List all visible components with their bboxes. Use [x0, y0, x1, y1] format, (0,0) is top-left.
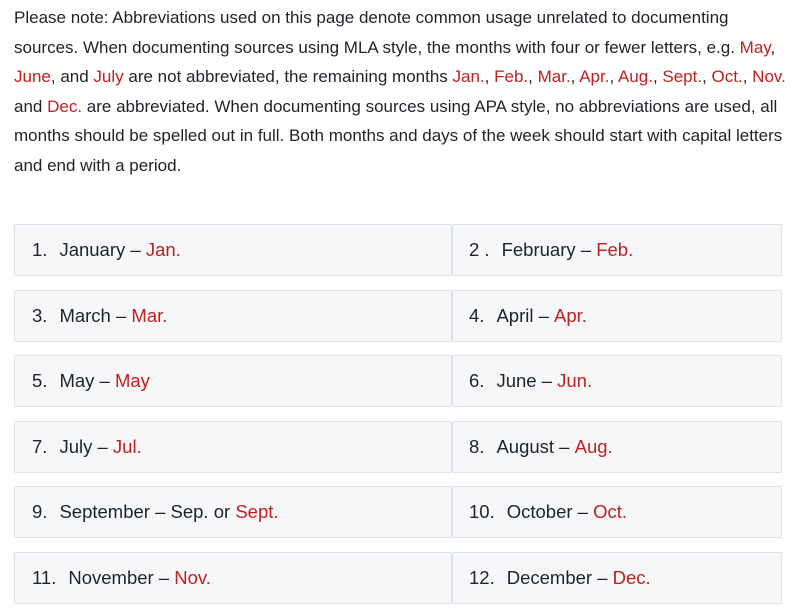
month-name: July — [59, 435, 93, 457]
month-abbreviation: Apr. — [554, 304, 587, 326]
abbr-apr: Apr. — [579, 67, 610, 87]
dash-separator: – — [153, 566, 175, 588]
table-row — [14, 224, 782, 278]
month-cell — [14, 486, 452, 538]
month-number: 4. — [469, 304, 485, 326]
month-cell — [452, 486, 782, 538]
month-abbreviation: Oct. — [593, 501, 628, 522]
month-cell — [14, 224, 452, 276]
dash-separator: – — [94, 370, 115, 391]
dash-separator: – — [125, 239, 146, 260]
month-number: 1. — [32, 239, 48, 260]
table-row — [14, 552, 782, 606]
abbr-june: June — [14, 67, 51, 87]
month-abbreviation: May — [114, 370, 150, 391]
month-cell — [452, 552, 782, 604]
month-abbreviation: Jun. — [557, 370, 593, 391]
month-cell — [452, 224, 782, 276]
month-abbreviation: Sept. — [235, 501, 279, 522]
dash-separator: – — [92, 435, 113, 457]
month-name: March — [59, 304, 111, 326]
table-row — [14, 421, 782, 475]
abbr-sept: Sept. — [662, 67, 703, 87]
abbr-may: May — [739, 37, 771, 57]
month-abbreviation: Feb. — [596, 239, 634, 260]
month-number: 3. — [32, 304, 48, 326]
abbr-mar: Mar. — [537, 67, 571, 87]
table-row — [14, 290, 782, 344]
month-abbreviation: Aug. — [574, 435, 613, 457]
dash-separator: – — [592, 566, 613, 588]
month-number: 6. — [469, 370, 485, 391]
month-cell — [14, 290, 452, 342]
abbr-oct: Oct. — [711, 67, 743, 87]
dash-separator: – — [536, 370, 558, 391]
month-abbreviation: Dec. — [612, 566, 651, 588]
month-name: May — [59, 370, 95, 391]
dash-separator: – — [554, 435, 575, 457]
month-cell — [14, 355, 452, 407]
table-row — [14, 355, 782, 409]
abbr-nov: Nov. — [752, 67, 786, 87]
month-number: 12. — [469, 566, 495, 588]
month-number: 7. — [32, 435, 48, 457]
abbreviation-alt: Sep. or — [170, 501, 236, 522]
dash-separator: – — [149, 501, 171, 522]
month-name: August — [496, 435, 555, 457]
month-cell — [14, 421, 452, 473]
abbr-aug: Aug. — [617, 67, 653, 87]
month-number: 9. — [32, 501, 48, 522]
month-abbreviation: Mar. — [131, 304, 168, 326]
month-name: January — [59, 239, 126, 260]
month-name: December — [506, 566, 593, 588]
month-cell — [452, 421, 782, 473]
month-name: June — [496, 370, 537, 391]
month-name: November — [68, 566, 154, 588]
dash-separator: – — [572, 501, 594, 522]
month-number: 2 . — [469, 239, 490, 260]
month-name: April — [496, 304, 534, 326]
dash-separator: – — [533, 304, 555, 326]
month-name: February — [501, 239, 576, 260]
abbr-feb: Feb. — [494, 67, 529, 87]
abbreviation-note: Please note: Abbreviations used on this page denote common usage unrelated to documenting sources. When documenting sources using MLA style, the months with four or fewer letters, e.g. May, June, and July are not abbreviated, the remaining months Jan., Feb., Mar., Apr., Aug., Sept., Oct., Nov. and Dec. are abbreviated. When documenting sources using APA style, no abbreviations are used, all months should be spelled out in full. Both months and days of the week should start with capital letters and end with a period. — [14, 8, 786, 175]
month-number: 10. — [469, 501, 495, 522]
month-name: September — [59, 501, 150, 522]
abbr-jan: Jan. — [452, 67, 485, 87]
month-abbreviation: Jul. — [112, 435, 142, 457]
abbr-dec: Dec. — [47, 96, 83, 116]
month-abbreviation: Jan. — [145, 239, 181, 260]
month-cell — [14, 552, 452, 604]
table-row — [14, 486, 782, 540]
month-cell — [452, 355, 782, 407]
month-name: October — [506, 501, 573, 522]
dash-separator: – — [110, 304, 132, 326]
month-cell — [452, 290, 782, 342]
month-abbreviation: Nov. — [174, 566, 211, 588]
month-number: 11. — [32, 566, 57, 588]
abbr-july: July — [93, 67, 124, 87]
month-number: 5. — [32, 370, 48, 391]
month-number: 8. — [469, 435, 485, 457]
dash-separator: – — [575, 239, 597, 260]
